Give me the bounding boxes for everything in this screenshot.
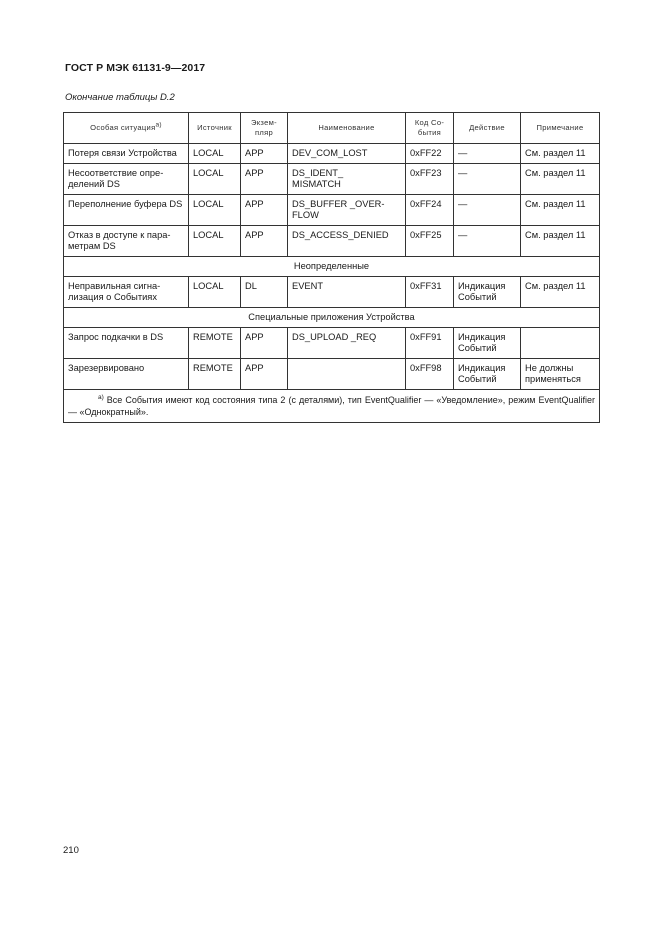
- table-cell: LOCAL: [189, 226, 241, 257]
- table-cell: 0xFF31: [406, 277, 454, 308]
- table-row: [64, 328, 600, 359]
- table-cell: 0xFF25: [406, 226, 454, 257]
- group-row: [64, 257, 600, 277]
- table-cell: [288, 359, 406, 390]
- table-row: [64, 226, 600, 257]
- table-cell: —: [454, 164, 521, 195]
- table-cell: 0xFF98: [406, 359, 454, 390]
- table-cell: 0xFF23: [406, 164, 454, 195]
- column-header: Действие: [454, 113, 521, 144]
- table-cell: Запрос подкачки в DS: [64, 328, 189, 359]
- table-cell: 0xFF24: [406, 195, 454, 226]
- table-cell: —: [454, 226, 521, 257]
- table-cell: Зарезервировано: [64, 359, 189, 390]
- column-header: Источник: [189, 113, 241, 144]
- column-header: Экзем- пляр: [241, 113, 288, 144]
- table-cell: См. раздел 11: [521, 195, 600, 226]
- table-cell: См. раздел 11: [521, 226, 600, 257]
- table-row: [64, 277, 600, 308]
- table-cell: Потеря связи Устройства: [64, 144, 189, 164]
- column-header: Наименование: [288, 113, 406, 144]
- group-title-undefined: Неопределенные: [64, 257, 600, 277]
- table-row: [64, 144, 600, 164]
- table-cell: Не должны применяться: [521, 359, 600, 390]
- table-cell: DS_ACCESS_DENIED: [288, 226, 406, 257]
- table-cell: APP: [241, 195, 288, 226]
- table-cell: 0xFF22: [406, 144, 454, 164]
- table-cell: REMOTE: [189, 328, 241, 359]
- table-cell: Несоответствие опре- делений DS: [64, 164, 189, 195]
- table-row: [64, 195, 600, 226]
- column-header: Код Со- бытия: [406, 113, 454, 144]
- page-number: 210: [63, 845, 79, 856]
- table-cell: APP: [241, 144, 288, 164]
- table-cell: REMOTE: [189, 359, 241, 390]
- table-cell: Индикация Событий: [454, 328, 521, 359]
- table-row: [64, 359, 600, 390]
- table-cell: APP: [241, 328, 288, 359]
- footnote-marker: а): [98, 394, 104, 401]
- table-cell: См. раздел 11: [521, 144, 600, 164]
- table-cell: LOCAL: [189, 277, 241, 308]
- table-cell: APP: [241, 164, 288, 195]
- footnote-row: [64, 390, 600, 423]
- table-cell: Индикация Событий: [454, 277, 521, 308]
- table-cell: DS_IDENT_ MISMATCH: [288, 164, 406, 195]
- table-cell: Неправильная сигна- лизация о Событиях: [64, 277, 189, 308]
- table-cell: EVENT: [288, 277, 406, 308]
- table-footnote: [64, 390, 600, 423]
- table-header-row: [64, 113, 600, 144]
- table-cell: Индикация Событий: [454, 359, 521, 390]
- column-header: Примечание: [521, 113, 600, 144]
- table-cell: DL: [241, 277, 288, 308]
- table-cell: [521, 328, 600, 359]
- table-cell: APP: [241, 359, 288, 390]
- document-header: ГОСТ Р МЭК 61131-9—2017: [65, 62, 206, 74]
- table-cell: LOCAL: [189, 144, 241, 164]
- table-cell: —: [454, 144, 521, 164]
- table-cell: Переполнение буфера DS: [64, 195, 189, 226]
- table-cell: См. раздел 11: [521, 164, 600, 195]
- table-cell: DEV_COM_LOST: [288, 144, 406, 164]
- table-caption: Окончание таблицы D.2: [65, 92, 175, 103]
- footnote-text: Все События имеют код состояния типа 2 (с деталями), тип EventQualifier — «Уведомление», режим EventQualifier — «Однократный».: [68, 395, 595, 417]
- table-cell: Отказ в доступе к пара- метрам DS: [64, 226, 189, 257]
- column-header: Особая ситуация$^{а)}$: [64, 113, 189, 144]
- table-cell: —: [454, 195, 521, 226]
- table-cell: LOCAL: [189, 164, 241, 195]
- table-cell: 0xFF91: [406, 328, 454, 359]
- table-cell: APP: [241, 226, 288, 257]
- data-table: [63, 112, 600, 423]
- table-row: [64, 164, 600, 195]
- table-cell: См. раздел 11: [521, 277, 600, 308]
- table-cell: DS_UPLOAD _REQ: [288, 328, 406, 359]
- footnote-ref: а): [155, 121, 162, 129]
- table-cell: DS_BUFFER _OVER- FLOW: [288, 195, 406, 226]
- group-row: [64, 308, 600, 328]
- group-title-special: Специальные приложения Устройства: [64, 308, 600, 328]
- table-cell: LOCAL: [189, 195, 241, 226]
